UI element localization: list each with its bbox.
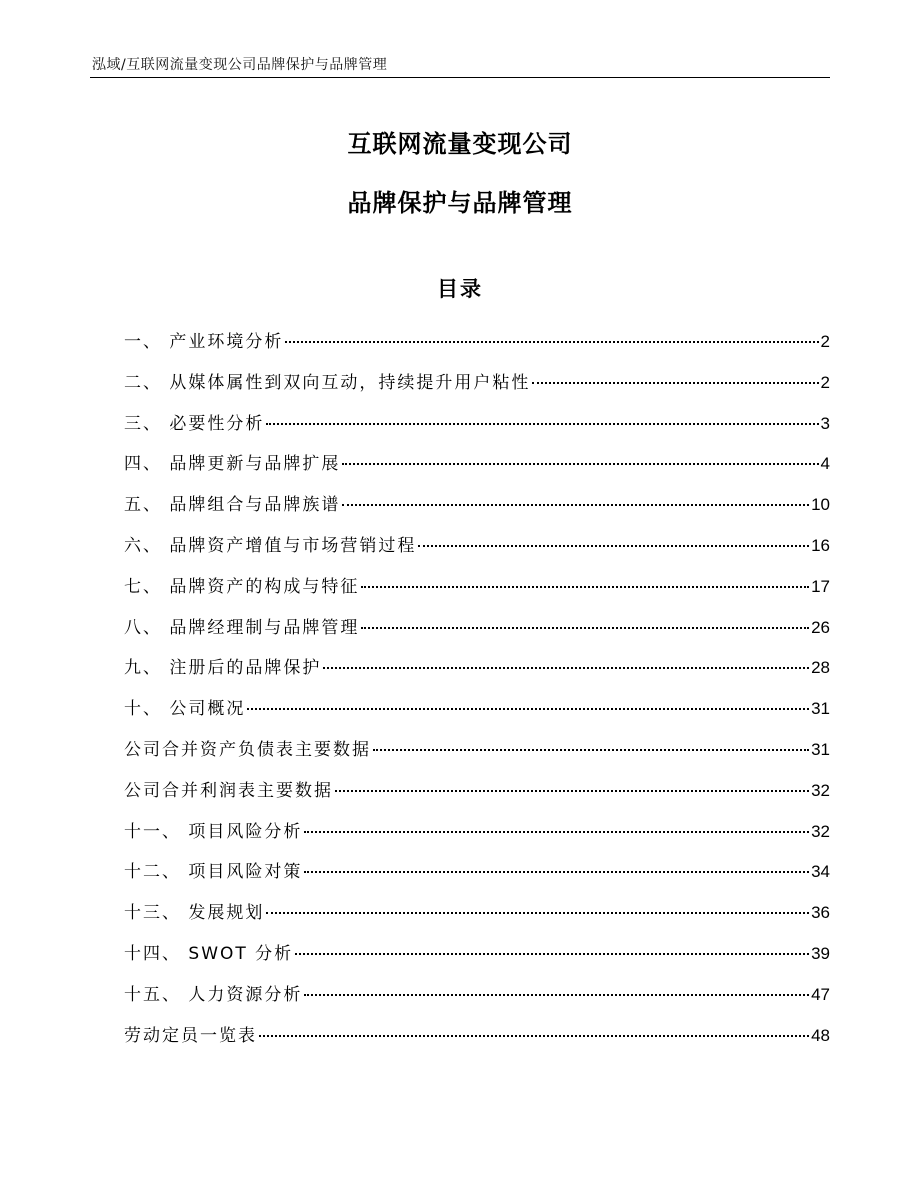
toc-dot-leader	[342, 463, 818, 465]
toc-entry[interactable]	[124, 852, 830, 893]
toc-entry-page-number: 4	[820, 454, 830, 474]
toc-dot-leader	[295, 953, 809, 955]
toc-entry[interactable]	[124, 526, 830, 567]
toc-entry-page-number: 32	[811, 821, 830, 841]
toc-entry[interactable]	[124, 404, 830, 445]
toc-dot-leader	[342, 504, 809, 506]
toc-entry[interactable]	[124, 771, 830, 812]
toc-dot-leader	[247, 708, 809, 710]
toc-entry-label: 三、 必要性分析	[124, 413, 265, 434]
toc-entry-label: 十四、 SWOT 分析	[124, 943, 294, 964]
toc-entry-page-number: 47	[811, 984, 830, 1004]
toc-dot-leader	[361, 586, 809, 588]
running-header: 泓域/互联网流量变现公司品牌保护与品牌管理	[92, 57, 388, 73]
document-title-line-1: 互联网流量变现公司	[347, 130, 573, 158]
toc-entry[interactable]	[124, 893, 830, 934]
toc-entry-page-number: 3	[820, 413, 830, 433]
toc-entry[interactable]	[124, 689, 830, 730]
toc-entry-page-number: 31	[811, 699, 830, 719]
toc-entry[interactable]	[124, 567, 830, 608]
toc-entry-label: 五、 品牌组合与品牌族谱	[124, 495, 341, 516]
toc-entry-page-number: 16	[811, 535, 830, 555]
toc-entry-label: 十一、 项目风险分析	[124, 821, 303, 842]
toc-dot-leader	[304, 994, 809, 996]
toc-dot-leader	[323, 667, 809, 669]
toc-dot-leader	[373, 749, 809, 751]
toc-entry-page-number: 31	[811, 739, 830, 759]
toc-entry-label: 七、 品牌资产的构成与特征	[124, 576, 360, 597]
toc-entry-label: 九、 注册后的品牌保护	[124, 658, 322, 679]
toc-dot-leader	[266, 423, 818, 425]
toc-entry-label: 一、 产业环境分析	[124, 332, 284, 352]
toc-entry-page-number: 2	[820, 332, 830, 351]
toc-entry-label: 二、 从媒体属性到双向互动，持续提升用户粘性	[124, 372, 531, 393]
toc-entry-label: 劳动定员一览表	[124, 1025, 257, 1046]
toc-entry-page-number: 17	[811, 576, 830, 596]
toc-dot-leader	[532, 382, 818, 384]
toc-entry-label: 十二、 项目风险对策	[124, 862, 303, 883]
toc-dot-leader	[361, 627, 809, 629]
toc-entry-label: 公司合并利润表主要数据	[124, 780, 333, 801]
toc-entry-label: 十三、 发展规划	[124, 903, 265, 924]
toc-entry[interactable]	[124, 485, 830, 526]
toc-entry-label: 十、 公司概况	[124, 699, 246, 720]
toc-entry-page-number: 28	[811, 658, 830, 678]
toc-entry[interactable]	[124, 363, 830, 404]
toc-entry[interactable]	[124, 1016, 830, 1057]
toc-dot-leader	[418, 545, 809, 547]
header-divider	[90, 77, 830, 78]
toc-dot-leader	[259, 1035, 809, 1037]
toc-entry[interactable]	[124, 975, 830, 1016]
toc-entry-page-number: 32	[811, 780, 830, 800]
toc-dot-leader	[335, 790, 809, 792]
toc-entry-page-number: 2	[820, 372, 830, 392]
table-of-contents	[124, 322, 830, 1056]
toc-dot-leader	[266, 912, 809, 914]
toc-entry-page-number: 26	[811, 617, 830, 637]
toc-entry[interactable]	[124, 444, 830, 485]
toc-dot-leader	[304, 871, 809, 873]
toc-entry-label: 八、 品牌经理制与品牌管理	[124, 617, 360, 638]
toc-entry[interactable]	[124, 812, 830, 853]
toc-entry[interactable]	[124, 608, 830, 649]
toc-dot-leader	[285, 341, 818, 343]
toc-entry-label: 十五、 人力资源分析	[124, 984, 303, 1005]
toc-entry-page-number: 10	[811, 495, 830, 515]
toc-entry-label: 公司合并资产负债表主要数据	[124, 739, 371, 760]
toc-entry[interactable]	[124, 322, 830, 363]
document-title-line-2: 品牌保护与品牌管理	[347, 189, 573, 217]
toc-entry-label: 六、 品牌资产增值与市场营销过程	[124, 535, 417, 556]
toc-entry-page-number: 39	[811, 943, 830, 963]
toc-dot-leader	[304, 831, 809, 833]
toc-entry-page-number: 48	[811, 1025, 830, 1045]
toc-entry-label: 四、 品牌更新与品牌扩展	[124, 454, 341, 475]
toc-entry[interactable]	[124, 648, 830, 689]
toc-entry[interactable]	[124, 934, 830, 975]
toc-entry-page-number: 36	[811, 903, 830, 923]
toc-entry[interactable]	[124, 730, 830, 771]
toc-entry-page-number: 34	[811, 862, 830, 882]
toc-heading: 目录	[437, 277, 483, 301]
